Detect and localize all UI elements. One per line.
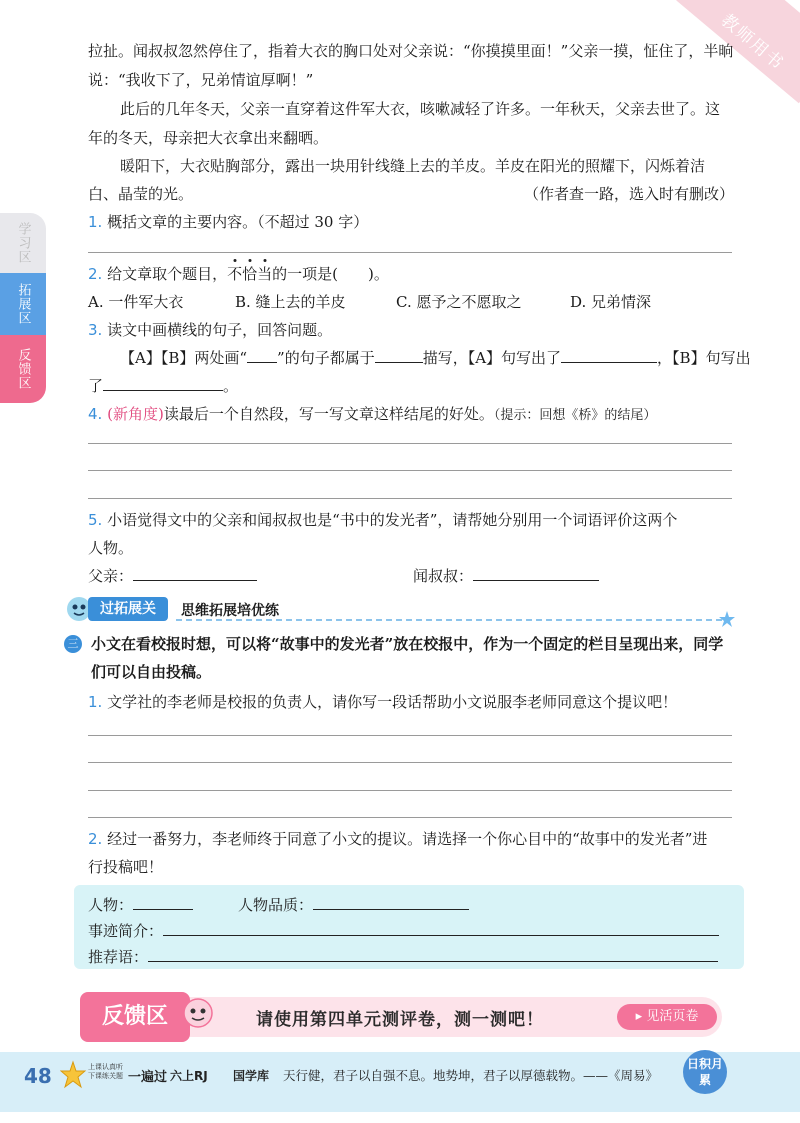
fill-text: 描写，【A】句写出了: [422, 349, 562, 367]
passage-source: （作者查一路，选入时有删改）: [524, 185, 735, 203]
field-label: 父亲：: [88, 567, 134, 585]
quality-field: [238, 891, 469, 919]
fill-blank[interactable]: [375, 346, 423, 363]
answer-line[interactable]: [88, 735, 732, 736]
field-label: 推荐语：: [88, 948, 149, 966]
brand-name: 一遍过: [128, 1070, 168, 1085]
question-text: 读文中画横线的句子，回答问题。: [107, 321, 333, 339]
answer-line[interactable]: [88, 252, 732, 253]
section-subtitle: 思维拓展培优练: [181, 603, 279, 619]
field-label: 人物：: [88, 896, 134, 914]
side-tab-extend[interactable]: 拓展区: [0, 273, 46, 335]
question-text: 小语觉得文中的父亲和闻叔叔也是“书中的发光者”，请帮她分别用一个词语评价这两个: [107, 511, 678, 529]
fill-text: 。: [223, 377, 239, 395]
task-2: [88, 825, 707, 853]
footer-quote: 天行健，君子以自强不息。地势坤，君子以厚德载物。——《周易》: [283, 1068, 659, 1083]
see-loose-leaf-button[interactable]: ▸ 见活页卷: [617, 1004, 717, 1030]
answer-line[interactable]: [88, 470, 732, 471]
question-number: 2.: [88, 265, 103, 283]
fill-text: 【A】【B】两处画“: [120, 349, 248, 367]
recommend-field: [88, 943, 718, 971]
deeds-field: [88, 917, 719, 945]
library-label: 国学库: [233, 1069, 270, 1083]
uncle-field: [413, 562, 599, 590]
fill-text: ，【B】句写出: [657, 349, 751, 367]
page-number: 48: [24, 1064, 52, 1088]
question-text: 给文章取个题目，: [107, 265, 228, 283]
field-label: 事迹简介：: [88, 922, 164, 940]
passage-line: 年的冬天，母亲把大衣拿出来翻晒。: [88, 129, 329, 147]
uncle-answer-blank[interactable]: [473, 564, 599, 581]
side-tab-study[interactable]: 学习区: [0, 213, 46, 273]
deeds-blank[interactable]: [163, 919, 719, 936]
fill-blank[interactable]: [561, 346, 657, 363]
emphasis-char: 当: [257, 265, 273, 283]
option-b[interactable]: B. 缝上去的羊皮: [235, 293, 346, 311]
question-5: [88, 506, 677, 534]
star-icon: [718, 610, 736, 628]
question-text: 行投稿吧！: [88, 858, 164, 876]
fill-text: 了: [88, 377, 104, 395]
question-text: 读最后一个自然段，写一写文章这样结尾的好处。: [163, 405, 494, 423]
answer-line[interactable]: [88, 498, 732, 499]
question-number: 2.: [88, 830, 103, 848]
question-1: [88, 208, 368, 236]
section-divider: [176, 619, 722, 621]
brand-slogan: 上课认真听 下课练关题: [88, 1063, 123, 1080]
recommend-blank[interactable]: [148, 945, 718, 962]
option-a[interactable]: A. 一件军大衣: [88, 293, 184, 311]
passage-line: 此后的几年冬天，父亲一直穿着这件军大衣，咳嗽减轻了许多。一年秋天，父亲去世了。这: [120, 100, 721, 118]
question-4: [88, 400, 656, 430]
answer-line[interactable]: [88, 443, 732, 444]
task-stem: 小文在看校报时想，可以将“故事中的发光者”放在校报中，作为一个固定的栏目呈现出来，同学: [91, 635, 724, 653]
question-number: 3.: [88, 321, 103, 339]
question-hint: （提示：回想《桥》的结尾）: [493, 408, 657, 423]
new-angle-tag: (新角度): [107, 405, 164, 423]
task-1: [88, 688, 677, 716]
question-3-fill-2: [88, 372, 238, 400]
mascot-icon: [60, 1060, 86, 1090]
button-label: 见活页卷: [646, 1009, 699, 1024]
section-banner-label: 过拓展关: [88, 597, 168, 621]
question-number: 1.: [88, 213, 103, 231]
person-field: [88, 891, 193, 919]
answer-line[interactable]: [88, 817, 732, 818]
answer-line[interactable]: [88, 762, 732, 763]
person-blank[interactable]: [133, 893, 193, 910]
side-tab-feedback[interactable]: 反馈区: [0, 335, 46, 403]
passage-line: 白、晶莹的光。: [88, 185, 194, 203]
question-number: 1.: [88, 693, 103, 711]
fill-text: ”的句子都属于: [277, 349, 375, 367]
passage-line: 拉扯。闻叔叔忽然停住了，指着大衣的胸口处对父亲说：“你摸摸里面！”父亲一摸，怔住了，半晌: [88, 42, 734, 60]
field-label: 人物品质：: [238, 896, 314, 914]
answer-line[interactable]: [88, 790, 732, 791]
question-2: [88, 260, 389, 288]
field-label: 闻叔叔：: [413, 567, 474, 585]
task-icon: 三: [64, 635, 82, 653]
grade-label: 六上RJ: [170, 1069, 208, 1083]
question-3: [88, 316, 332, 344]
emphasis-char: 恰: [242, 265, 258, 283]
feedback-badge: 反馈区: [80, 992, 190, 1042]
passage-line: 说：“我收下了，兄弟情谊厚啊！”: [88, 71, 314, 89]
feedback-text: 请使用第四单元测评卷，测一测吧！: [256, 1010, 544, 1030]
question-text: 人物。: [88, 539, 134, 557]
question-3-fill: [120, 344, 751, 372]
quality-blank[interactable]: [313, 893, 469, 910]
fill-blank[interactable]: [247, 346, 277, 363]
father-answer-blank[interactable]: [133, 564, 257, 581]
father-field: [88, 562, 257, 590]
daily-accumulation-badge: 日积月累: [683, 1050, 727, 1094]
emphasis-char: 不: [227, 265, 243, 283]
question-text: 文学社的李老师是校报的负责人，请你写一段话帮助小文说服李老师同意这个提议吧！: [107, 693, 678, 711]
question-number: 5.: [88, 511, 103, 529]
mascot-icon: [180, 995, 216, 1031]
question-text: 经过一番努力，李老师终于同意了小文的提议。请选择一个你心目中的“故事中的发光者”进: [107, 830, 708, 848]
option-d[interactable]: D. 兄弟情深: [570, 293, 652, 311]
question-number: 4.: [88, 405, 103, 423]
option-c[interactable]: C. 愿予之不愿取之: [396, 293, 522, 311]
passage-line: 暖阳下，大衣贴胸部分，露出一块用针线缝上去的羊皮。羊皮在阳光的照耀下，闪烁着洁: [120, 157, 706, 175]
fill-blank[interactable]: [103, 374, 223, 391]
task-stem: 们可以自由投稿。: [91, 663, 212, 681]
question-text: 概括文章的主要内容。（不超过 30 字）: [107, 213, 369, 231]
corner-stamp-text: 教师用书: [716, 10, 788, 75]
question-text: 的一项是( )。: [272, 265, 389, 283]
